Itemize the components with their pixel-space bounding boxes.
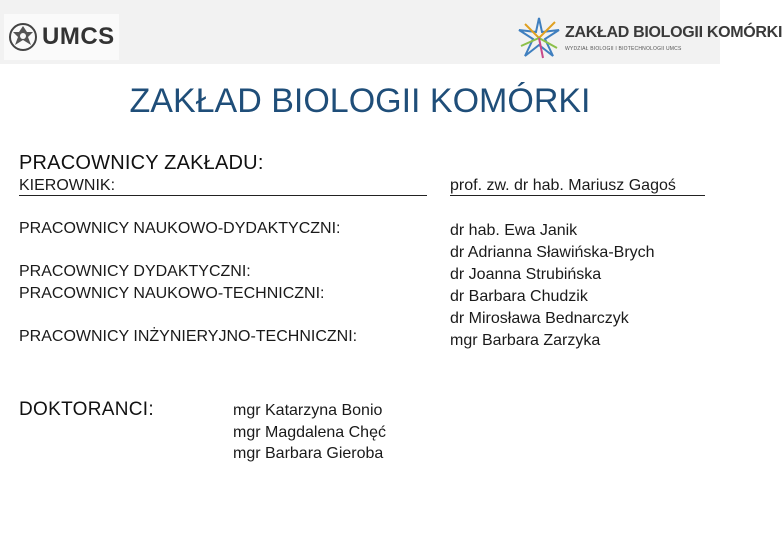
staff-member: dr hab. Ewa Janik bbox=[450, 222, 578, 239]
staff-list bbox=[450, 220, 655, 352]
umcs-logo[interactable] bbox=[4, 14, 119, 60]
department-logo-subtitle: WYDZIAŁ BIOLOGII I BIOTECHNOLOGII UMCS bbox=[565, 46, 682, 52]
staff-section-title: PRACOWNICY ZAKŁADU: bbox=[19, 152, 264, 174]
doctoral-title: DOKTORANCI: bbox=[19, 399, 154, 420]
role-research-technical: PRACOWNICY NAUKOWO-TECHNICZNI: bbox=[19, 285, 325, 302]
header-band bbox=[0, 0, 782, 64]
doctoral-list bbox=[233, 400, 386, 465]
doctoral-student: mgr Katarzyna Bonio bbox=[233, 402, 383, 419]
role-engineering-technical: PRACOWNICY INŻYNIERYJNO-TECHNICZNI: bbox=[19, 328, 358, 345]
page-title: ZAKŁAD BIOLOGII KOMÓRKI bbox=[129, 82, 591, 120]
star-logo-icon bbox=[515, 16, 563, 60]
role-teaching: PRACOWNICY DYDAKTYCZNI: bbox=[19, 263, 251, 280]
umcs-logo-text: UMCS bbox=[42, 23, 115, 50]
department-logo-title: ZAKŁAD BIOLOGII KOMÓRKI bbox=[565, 24, 782, 41]
role-research-teaching: PRACOWNICY NAUKOWO-DYDAKTYCZNI: bbox=[19, 220, 341, 237]
head-name-underline bbox=[450, 195, 705, 196]
university-crest-icon bbox=[8, 20, 38, 54]
staff-member: dr Mirosława Bednarczyk bbox=[450, 310, 629, 327]
doctoral-student: mgr Magdalena Chęć bbox=[233, 423, 386, 441]
staff-member: dr Adrianna Sławińska-Brych bbox=[450, 244, 655, 261]
department-logo[interactable] bbox=[515, 16, 782, 60]
doctoral-student: mgr Barbara Gieroba bbox=[233, 445, 384, 462]
staff-member: dr Joanna Strubińska bbox=[450, 266, 602, 283]
staff-member: dr Barbara Chudzik bbox=[450, 288, 588, 305]
head-label: KIEROWNIK: bbox=[19, 177, 116, 194]
staff-member: mgr Barbara Zarzyka bbox=[450, 332, 601, 349]
head-label-underline bbox=[19, 195, 427, 196]
head-name: prof. zw. dr hab. Mariusz Gagoś bbox=[450, 177, 676, 194]
